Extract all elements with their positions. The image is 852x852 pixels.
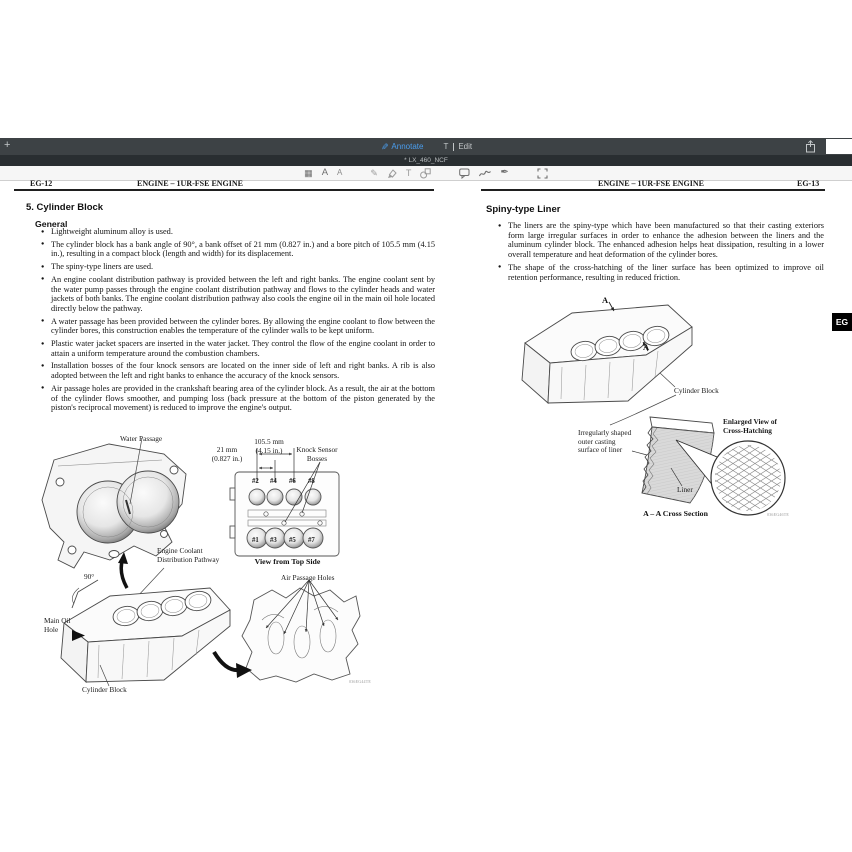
water-passage-label: Water Passage — [120, 434, 163, 443]
bullet-item: ● Installation bosses of the four knock sensors are located on the inner side of left and right banks. A rib is also adopted between the left and right banks to enhance the accuracy of the knock sensors. — [40, 361, 435, 380]
toolbar-search-field[interactable] — [826, 139, 852, 154]
shapes-tool-icon[interactable] — [420, 167, 431, 179]
main-oil-hole-label: Main Oil Hole — [44, 616, 71, 634]
bullet-item: ● The spiny-type liners are used. — [40, 262, 435, 272]
bullet-item: ● Plastic water jacket spacers are inserted in the water jacket. They control the flow of the engine coolant in order to attain a uniform temperature around the combustion chambers. — [40, 339, 435, 358]
mode-switcher — [0, 138, 852, 155]
irregular-surface-label: Irregularly shaped outer casting surface of liner — [578, 428, 632, 455]
right-bullet-list — [497, 221, 824, 285]
air-passage-holes-label: Air Passage Holes — [281, 573, 335, 582]
enlarged-view-label: Enlarged View of Cross-Hatching — [723, 417, 777, 435]
left-header-rule — [14, 189, 434, 191]
bore-label: #2 — [252, 478, 259, 485]
bullet-item: ● The shape of the cross-hatching of the liner surface has been optimized to improve oil retention performance, resulting in reduced friction. — [497, 263, 824, 282]
right-page-number: EG-13 — [797, 179, 820, 188]
text-style-small-icon[interactable]: A — [337, 168, 343, 177]
bullet-item: ● Lightweight aluminum alloy is used. — [40, 227, 435, 237]
section-title: 5. Cylinder Block — [26, 202, 104, 213]
left-page-header: ENGINE – 1UR-FSE ENGINE — [136, 179, 243, 188]
bore-label: #5 — [289, 537, 296, 544]
document-title-strip — [0, 155, 852, 166]
bore-label: #7 — [308, 537, 315, 544]
bore-label: #4 — [270, 478, 277, 485]
bullet-item: ● The cylinder block has a bank angle of 90°, a bank offset of 21 mm (0.827 in.) and a bore pitch of 105.5 mm (4.15 in.), resulting in a compact block (length and width) for its displacement. — [40, 240, 435, 259]
annotate-mode-button[interactable] — [380, 141, 424, 152]
right-header-rule — [481, 189, 825, 191]
bank-angle-label: 90° — [84, 572, 95, 581]
bore-label: #6 — [289, 478, 296, 485]
spiny-liner-figures — [480, 285, 852, 530]
subsection-title: General — [35, 219, 68, 229]
annotate-label: Annotate — [391, 142, 424, 151]
left-page-number: EG-12 — [30, 179, 53, 188]
bullet-item: ● An engine coolant distribution pathway is provided between the left and right banks. The engine coolant sent by the water pump passes through the engine coolant distribution pathway and flows to the cylinder heads and water jackets of both banks. The engine coolant distribution pathway also cools the engine oil in the main oil hole located directly below the pathway. — [40, 275, 435, 314]
text-tool-icon[interactable]: T — [405, 167, 412, 178]
sketch-pencil-icon[interactable]: ✎ — [370, 167, 378, 178]
coolant-pathway-label: Engine Coolant Distribution Pathway — [157, 546, 220, 564]
add-button[interactable]: + — [4, 139, 11, 151]
signature-tool-icon[interactable] — [479, 167, 491, 179]
right-page-header: ENGINE – 1UR-FSE ENGINE — [597, 179, 704, 188]
edit-label: Edit — [458, 142, 473, 151]
cylinder-block-figures — [14, 430, 434, 700]
cross-section-caption: A – A Cross Section — [643, 509, 708, 518]
cylinder-block-label: Cylinder Block — [82, 685, 127, 694]
annotate-pencil-icon: ✎ — [379, 142, 390, 151]
left-bullet-list — [40, 227, 435, 416]
bullet-item: ● Air passage holes are provided in the crankshaft bearing area of the cylinder block. As a result, the air at the bottom of the cylinder flows smoother, and pumping loss (back pressure at the bottom of the piston generated by the piston's reciprocal movement) is reduced to improve the engine's output. — [40, 384, 435, 413]
bore-label: #1 — [252, 537, 259, 544]
bore-label: #3 — [270, 537, 277, 544]
cylinder-block-label: Cylinder Block — [674, 386, 719, 395]
text-edit-icon: T — [443, 142, 449, 151]
thumbnails-grid-icon[interactable]: ▦ — [304, 167, 313, 178]
selection-crop-icon[interactable] — [537, 167, 548, 179]
text-style-large-icon[interactable]: A — [321, 167, 329, 179]
bullet-item: ● A water passage has been provided between the cylinder bores. By allowing the engine coolant to flow between the cylinder bores, this construction enables the temperature of the cylinder walls to be kept uniform. — [40, 317, 435, 336]
cursor-bar-icon — [453, 143, 454, 151]
share-icon[interactable] — [805, 140, 816, 152]
liner-label: Liner — [677, 485, 693, 494]
section-mark-a: A — [643, 342, 650, 352]
figure-code: 036EG46TE — [767, 512, 790, 517]
bank-offset-dimension: 21 mm (0.827 in.) — [211, 445, 243, 463]
fill-pen-icon[interactable]: ✒ — [500, 167, 509, 178]
figure-code: 036EG44TE — [349, 679, 372, 684]
right-section-title: Spiny-type Liner — [486, 204, 561, 215]
knock-sensor-bosses-label: Knock Sensor Bosses — [296, 445, 338, 463]
bore-pitch-dimension: 105.5 mm (4.15 in.) — [254, 437, 284, 455]
section-mark-a: A — [602, 295, 609, 305]
document-filename: * LX_460_NCF — [404, 157, 448, 164]
note-bubble-icon[interactable] — [459, 167, 470, 179]
top-view-caption: View from Top Side — [254, 557, 321, 566]
title-bar — [0, 138, 852, 155]
bore-label: #8 — [308, 478, 315, 485]
section-thumb-tab: EG — [832, 313, 852, 331]
bullet-item: ● The liners are the spiny-type which have been manufactured so that their casting exteriors form large irregular surfaces in order to enhance the adhesion between the liners and the aluminum cylinder block. The enhanced adhesion helps heat dissipation, resulting in a lower overall temperature and heat deformation of the cylinder bores. — [497, 221, 824, 260]
edit-mode-button[interactable] — [443, 142, 472, 151]
highlight-marker-icon[interactable] — [387, 167, 397, 179]
